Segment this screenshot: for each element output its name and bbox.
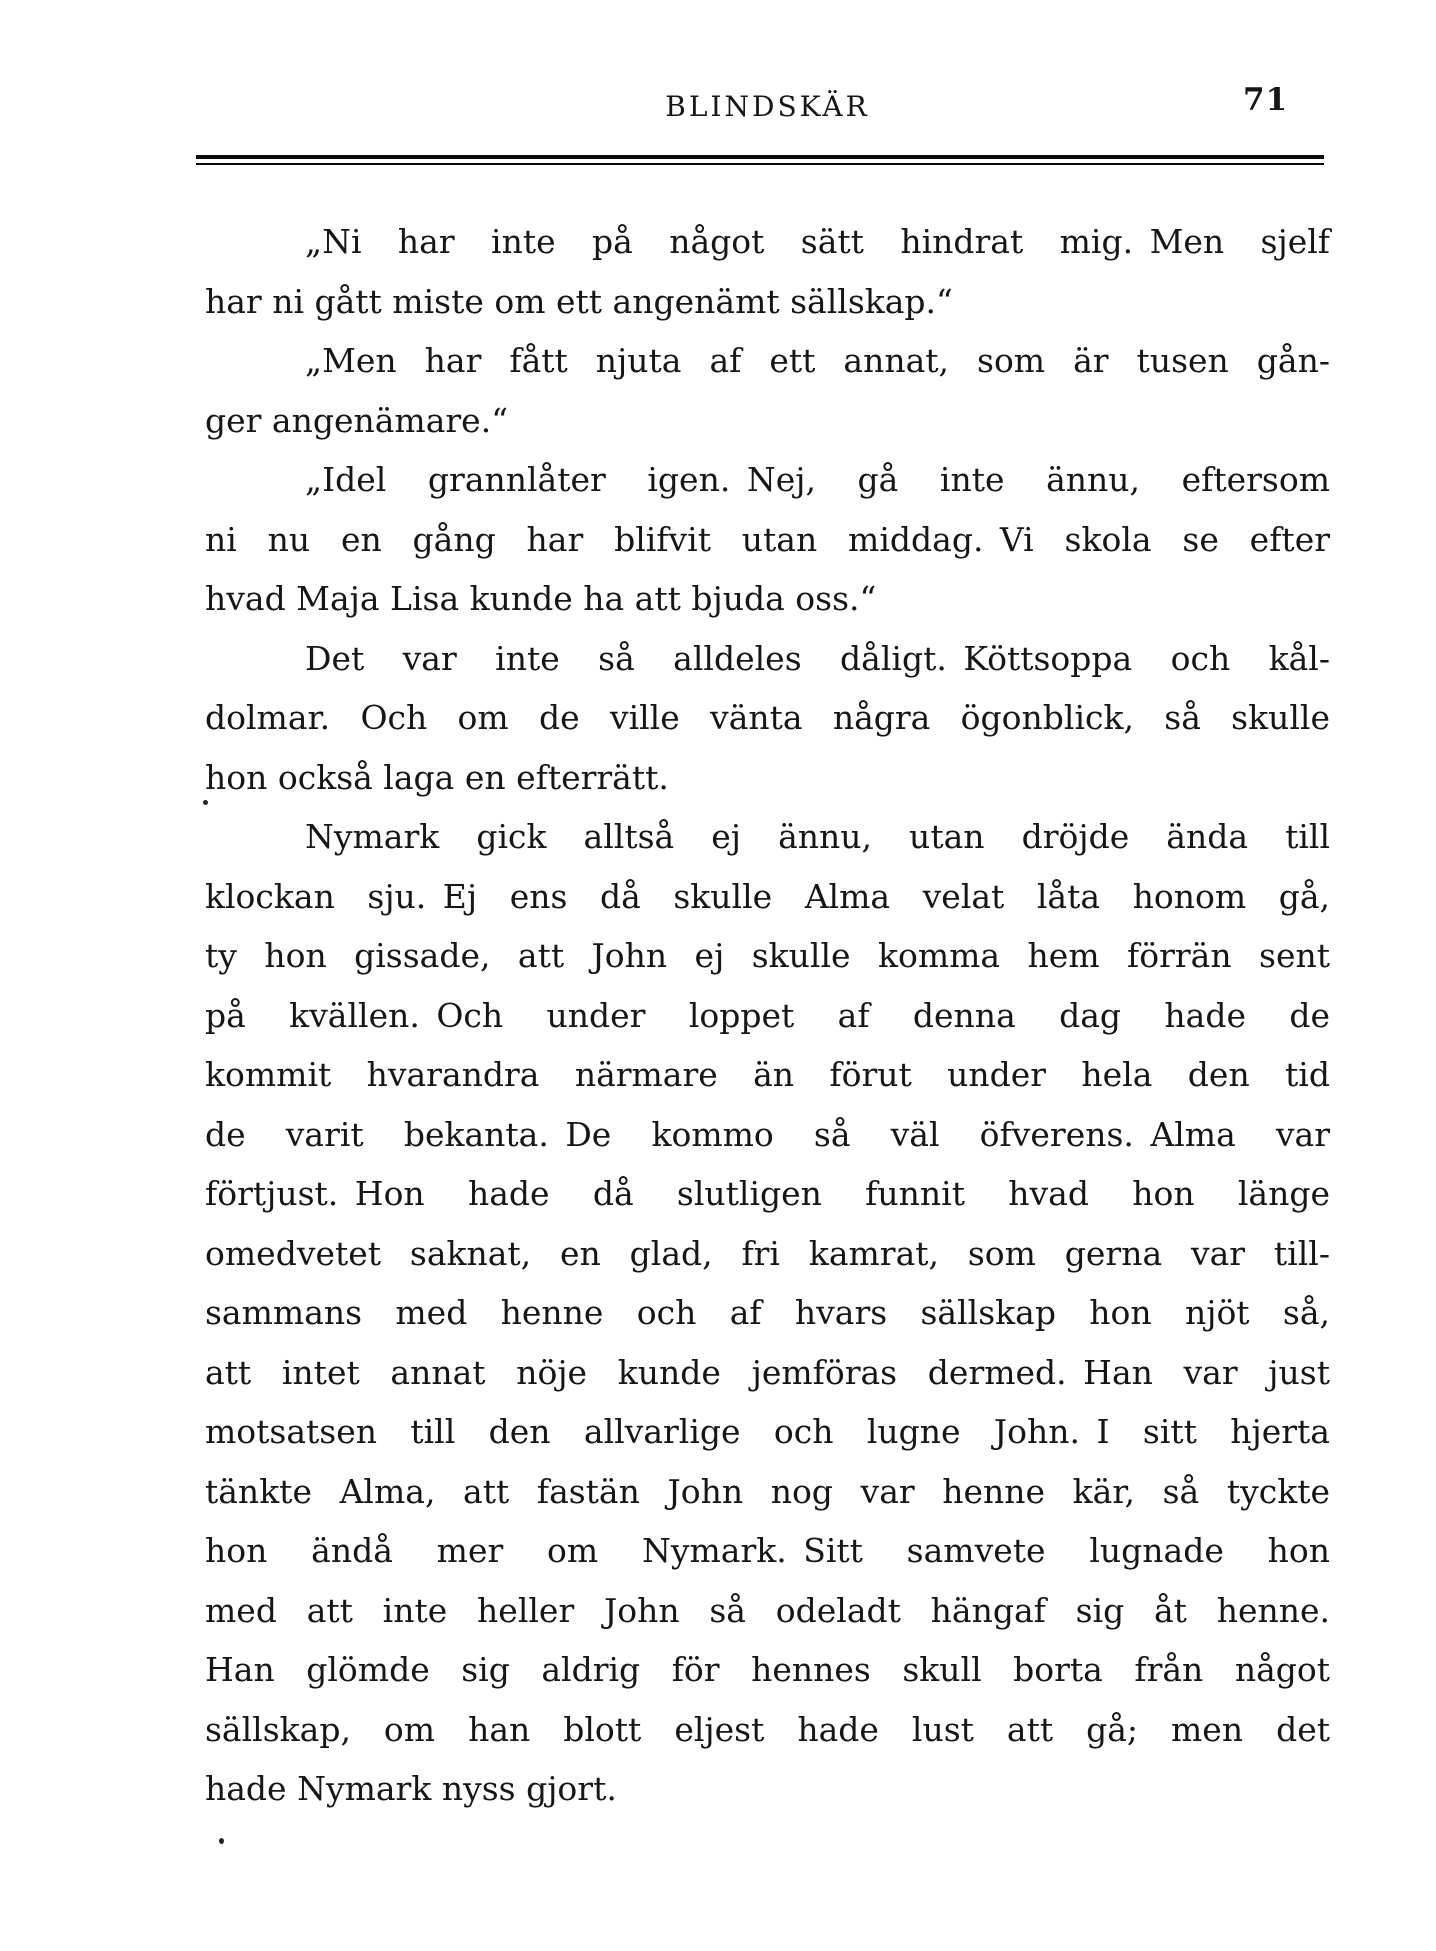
text-line: sällskap, om han blott eljest hade lust att gå; men det	[205, 1709, 1330, 1749]
running-title: BLINDSKÄR	[665, 90, 870, 123]
body-text-block	[205, 212, 1330, 1819]
text-line: „Ni har inte på något sätt hindrat mig. Men sjelf	[305, 222, 1330, 261]
text-line: motsatsen till den allvarlige och lugne John. I sitt hjerta	[205, 1412, 1330, 1451]
text-line: sammans med henne och af hvars sällskap hon njöt så,	[205, 1293, 1330, 1332]
text-line: Nymark gick alltså ej ännu, utan dröjde ända till	[305, 817, 1330, 856]
text-line: hon också laga en efterrätt.	[205, 757, 669, 797]
text-line: omedvetet saknat, en glad, fri kamrat, som gerna var till-	[205, 1233, 1330, 1273]
text-line: „Idel grannlåter igen. Nej, gå inte ännu, eftersom	[305, 460, 1330, 499]
text-line: att intet annat nöje kunde jemföras dermed. Han var just	[205, 1352, 1330, 1392]
text-line: „Men har fått njuta af ett annat, som är tusen gån-	[305, 341, 1330, 380]
text-line: med att inte heller John så odeladt hängaf sig åt henne.	[205, 1590, 1330, 1630]
text-line: dolmar. Och om de ville vänta några ögonblick, så skulle	[205, 698, 1330, 737]
text-line: hade Nymark nyss gjort.	[205, 1769, 617, 1808]
text-line: ger angenämare.“	[205, 400, 509, 440]
text-line: kommit hvarandra närmare än förut under hela den tid	[205, 1055, 1330, 1094]
text-line: hon ändå mer om Nymark. Sitt samvete lugnade hon	[205, 1531, 1330, 1570]
text-line: Det var inte så alldeles dåligt. Köttsoppa och kål-	[305, 638, 1330, 678]
text-line: ni nu en gång har blifvit utan middag. Vi skola se efter	[205, 519, 1330, 559]
text-line: klockan sju. Ej ens då skulle Alma velat låta honom gå,	[205, 876, 1330, 916]
page-number: 71	[1243, 82, 1289, 118]
text-line: tänkte Alma, att fastän John nog var henne kär, så tyckte	[205, 1471, 1330, 1511]
text-line: Han glömde sig aldrig för hennes skull borta från något	[205, 1650, 1330, 1689]
text-line: ty hon gissade, att John ej skulle komma hem förrän sent	[205, 936, 1330, 975]
text-line: på kvällen. Och under loppet af denna dag hade de	[205, 995, 1330, 1035]
header-rule	[196, 155, 1324, 165]
text-line: har ni gått miste om ett angenämt sällskap.“	[205, 281, 953, 321]
scan-speck	[219, 1838, 224, 1844]
text-line: förtjust. Hon hade då slutligen funnit hvad hon länge	[205, 1174, 1330, 1213]
text-line: hvad Maja Lisa kunde ha att bjuda oss.“	[205, 579, 877, 618]
scan-speck	[203, 800, 208, 805]
text-line: de varit bekanta. De kommo så väl öfverens. Alma var	[205, 1114, 1330, 1154]
